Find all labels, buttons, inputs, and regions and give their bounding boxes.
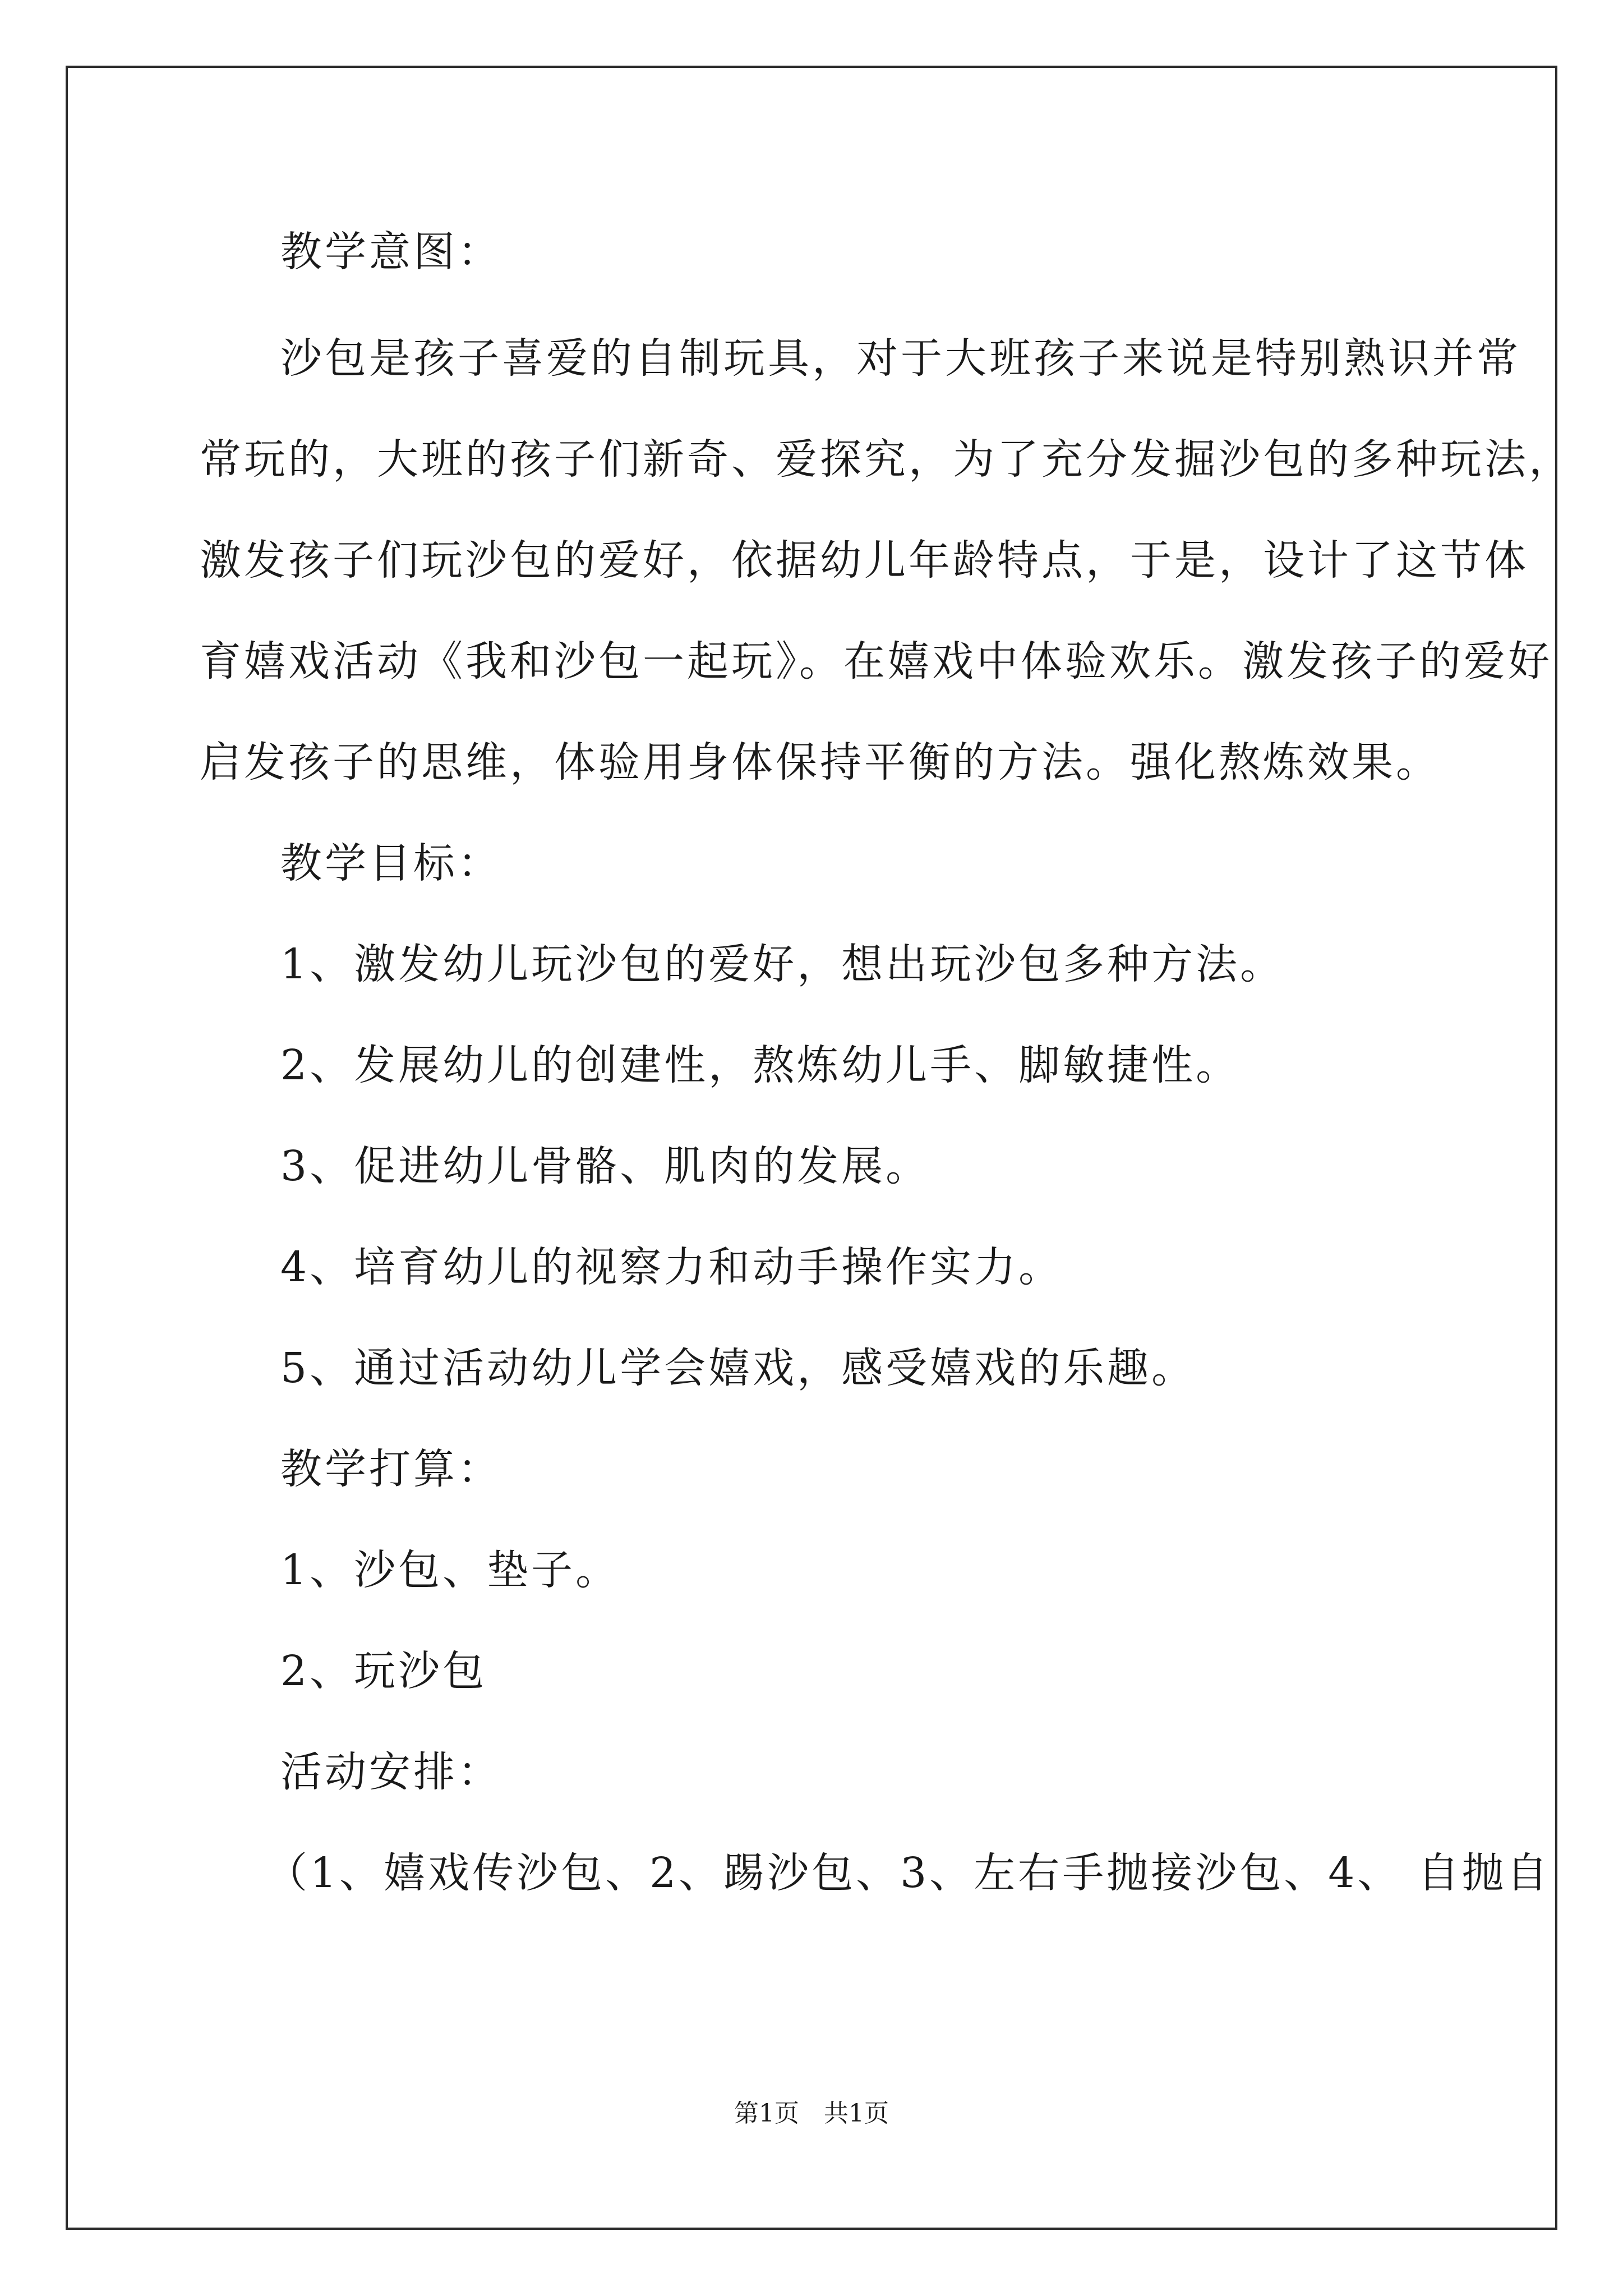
intent-paragraph-line-1: 沙包是孩子喜爱的自制玩具，对于大班孩子来说是特别熟识并常 bbox=[280, 334, 1521, 383]
heading-teaching-intent: 教学意图： bbox=[280, 228, 502, 276]
page-number-footer: 第1页 共1页 bbox=[734, 2099, 889, 2128]
heading-activity-arrangement: 活动安排： bbox=[280, 1748, 502, 1796]
goal-item-3: 3、促进幼儿骨骼、肌肉的发展。 bbox=[280, 1142, 930, 1190]
prep-item-2: 2、玩沙包 bbox=[280, 1647, 487, 1695]
intent-paragraph-line-3: 激发孩子们玩沙包的爱好，依据幼儿年龄特点，于是，设计了这节体 bbox=[200, 536, 1529, 585]
activity-line: （1、嬉戏传沙包、2、踢沙包、3、左右手抛接沙包、4、 自抛自 bbox=[266, 1849, 1551, 1897]
intent-paragraph-line-4: 育嬉戏活动《我和沙包一起玩》。在嬉戏中体验欢乐。激发孩子的爱好 bbox=[200, 637, 1552, 685]
goal-item-4: 4、培育幼儿的视察力和动手操作实力。 bbox=[280, 1243, 1063, 1291]
goal-item-2: 2、发展幼儿的创建性，熬炼幼儿手、脚敏捷性。 bbox=[280, 1041, 1241, 1089]
intent-paragraph-line-5: 启发孩子的思维，体验用身体保持平衡的方法。强化熬炼效果。 bbox=[200, 738, 1440, 786]
heading-teaching-goals: 教学目标： bbox=[280, 839, 502, 887]
intent-paragraph-line-2: 常玩的，大班的孩子们新奇、爱探究，为了充分发掘沙包的多种玩法， bbox=[200, 435, 1573, 484]
heading-teaching-prep: 教学打算： bbox=[280, 1445, 502, 1493]
goal-item-1: 1、激发幼儿玩沙包的爱好，想出玩沙包多种方法。 bbox=[280, 940, 1285, 988]
prep-item-1: 1、沙包、垫子。 bbox=[280, 1546, 620, 1594]
goal-item-5: 5、通过活动幼儿学会嬉戏，感受嬉戏的乐趣。 bbox=[280, 1344, 1196, 1392]
